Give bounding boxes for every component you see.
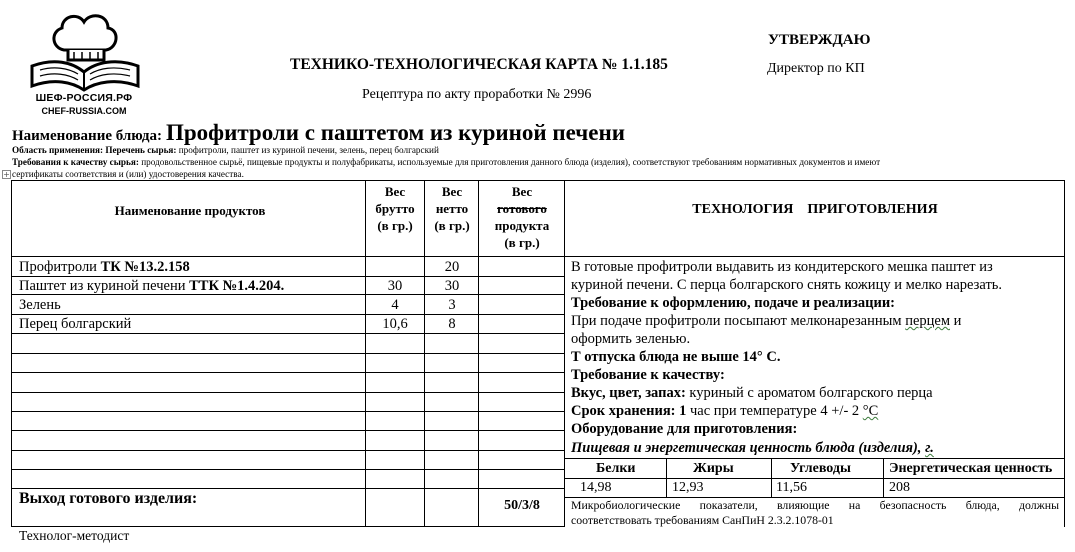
product-row-2-gross: 30 [387,278,403,294]
nutrition-header-fat: Жиры [693,461,734,476]
technologist-signature: Технолог-методист [19,528,130,543]
chef-hat-book-icon [24,8,144,92]
product-row-4-net: 8 [448,316,456,332]
nutrition-title: Пищевая и энергетическая ценность блюда (изделия), г. [571,440,934,456]
document-title: ТЕХНИКО-ТЕХНОЛОГИЧЕСКАЯ КАРТА № 1.1.185 [290,56,668,73]
product-row-3-net: 3 [448,297,456,313]
product-row-4: Перец болгарский [19,316,132,332]
quality-title: Требование к качеству: [571,367,725,383]
quality-text: продовольственное сырьё, пищевые продукты и полуфабрикаты, используемые для приготовления данного блюда (изделия), соответствуют требованиям нормативных документов и имеют [138,157,881,167]
product-row-1-net: 20 [444,259,460,275]
microbiology-note: Микробиологические показатели, влияющие на безопасность блюда, должны соответствовать требованиям СанПиН 2.3.2.1078-01 [571,498,1059,527]
header-gross-weight: Вес брутто (в гр.) [375,184,415,233]
nutrition-value-energy: 208 [889,480,910,495]
area-label: Область применения: Перечень сырья: [12,145,177,155]
product-row-2-net: 30 [444,278,460,294]
logo-site-ru: ШЕФ-РОССИЯ.РФ [35,92,133,104]
header-net-weight: Вес нетто (в гр.) [434,184,470,233]
approve-position: Директор по КП [767,61,865,76]
logo-site-com: CHEF-RUSSIA.COM [41,106,127,116]
nutrition-header-protein: Белки [596,461,636,476]
serving-line2: оформить зеленью. [571,331,691,347]
product-row-3: Зелень [19,297,61,313]
nutrition-value-carbs: 11,56 [776,480,807,495]
dish-name-line [12,120,625,146]
header-technology: ТЕХНОЛОГИЯ ПРИГОТОВЛЕНИЯ [692,202,938,217]
dish-name: Профитроли с паштетом из куриной печени [165,120,625,145]
product-row-4-gross: 10,6 [382,316,408,332]
tech-text-line1: В готовые профитроли выдавить из кондитерского мешка паштет из [571,259,993,275]
serving-line1: При подаче профитроли посыпают мелконарезанным перцем и [571,313,962,329]
nutrition-value-protein: 14,98 [580,480,612,495]
header-product-name: Наименование продуктов [114,203,266,218]
quality-label: Требования к качеству сырья: [12,157,139,167]
product-row-1: Профитроли ТК №13.2.158 [19,259,190,275]
nutrition-value-fat: 12,93 [672,480,704,495]
serving-temperature: Т отпуска блюда не выше 14° С. [571,349,781,365]
tech-text-line2: куриной печени. С перца болгарского снять кожицу и мелко нарезать. [571,277,1003,293]
document-subtitle: Рецептура по акту проработки № 2996 [362,87,592,102]
nutrition-header-carbs: Углеводы [790,461,851,476]
equipment-title: Оборудование для приготовления: [571,421,798,437]
taste-line: Вкус, цвет, запах: куриный с ароматом болгарского перца [571,385,933,401]
header-ready-weight: Вес готового продукта (в гр.) [494,184,550,250]
serving-title: Требование к оформлению, подаче и реализации: [571,295,896,311]
area-text: профитроли, паштет из куриной печени, зелень, перец болгарский [176,145,439,155]
output-label: Выход готового изделия: [19,490,198,507]
output-value: 50/3/8 [504,498,540,513]
quality-requirements [12,157,880,168]
quality-requirements-cont: сертификаты соответствия и (или) удостоверения качества. [12,169,244,179]
area-of-application [12,145,439,156]
approve-label: УТВЕРЖДАЮ [768,32,871,48]
storage-line: Срок хранения: 1 час при температуре 4 +/- 2 °С [571,403,879,419]
product-row-2: Паштет из куриной печени ТТК №1.4.204. [19,278,285,294]
product-row-3-gross: 4 [391,297,399,313]
logo [14,8,154,122]
dish-label: Наименование блюда: [12,128,162,144]
nutrition-header-energy: Энергетическая ценность [889,461,1053,476]
table-move-handle-icon[interactable]: + [3,170,10,179]
